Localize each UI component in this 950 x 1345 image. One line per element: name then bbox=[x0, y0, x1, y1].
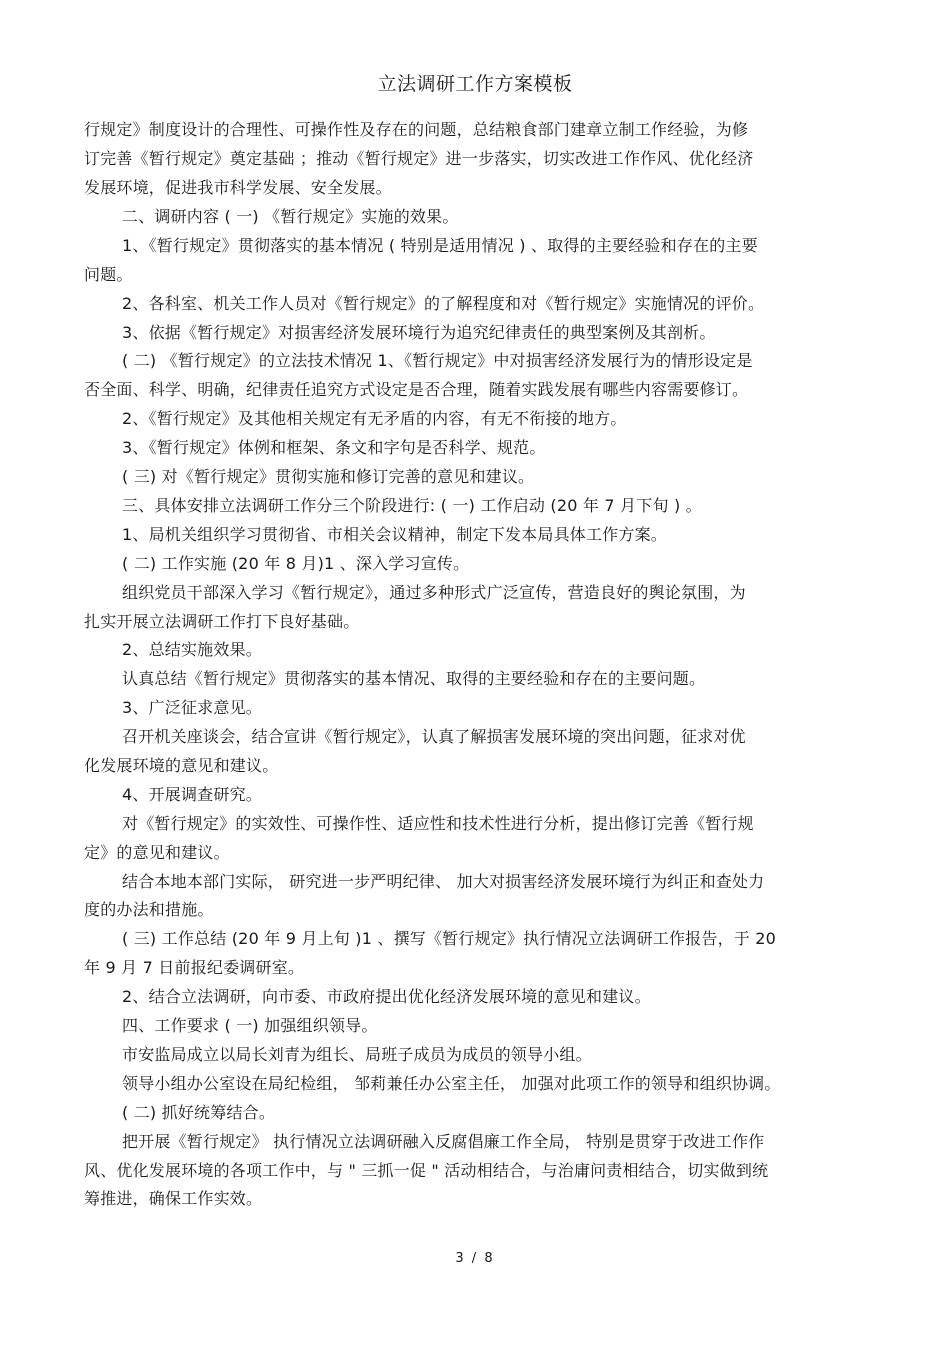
body-line: ( 二) 工作实施 (20 年 8 月)1 、深入学习宣传。 bbox=[122, 554, 470, 573]
body-line: 3、依据《暂行规定》对损害经济发展环境行为追究纪律责任的典型案例及其剖析。 bbox=[122, 323, 716, 342]
body-line: 结合本地本部门实际， 研究进一步严明纪律、 加大对损害经济发展环境行为纠正和查处力 bbox=[122, 872, 765, 891]
body-line: 风、优化发展环境的各项工作中，与 " 三抓一促 " 活动相结合，与治庸问责相结合，切实做到统 bbox=[84, 1161, 769, 1180]
body-line: 否全面、科学、明确，纪律责任追究方式设定是否合理，随着实践发展有哪些内容需要修订。 bbox=[84, 380, 749, 399]
body-line: 把开展《暂行规定》 执行情况立法调研融入反腐倡廉工作全局， 特别是贯穿于改进工作作 bbox=[122, 1132, 765, 1151]
body-line: 三、具体安排立法调研工作分三个阶段进行: ( 一) 工作启动 (20 年 7 月下旬 ) 。 bbox=[122, 496, 702, 515]
body-line: 3、《暂行规定》体例和框架、条文和字句是否科学、规范。 bbox=[122, 438, 546, 457]
body-line: 4、开展调查研究。 bbox=[122, 785, 262, 804]
body-line: 年 9 月 7 日前报纪委调研室。 bbox=[84, 958, 305, 977]
body-line: 发展环境，促进我市科学发展、安全发展。 bbox=[84, 178, 392, 197]
body-line: ( 二) 抓好统筹结合。 bbox=[122, 1103, 276, 1122]
body-line: 1、局机关组织学习贯彻省、市相关会议精神，制定下发本局具体工作方案。 bbox=[122, 525, 667, 544]
body-line: 对《暂行规定》的实效性、可操作性、适应性和技术性进行分析，提出修订完善《暂行规 bbox=[122, 814, 754, 833]
body-line: 组织党员干部深入学习《暂行规定》，通过多种形式广泛宣传，营造良好的舆论氛围，为 bbox=[122, 583, 746, 602]
body-line: 认真总结《暂行规定》贯彻落实的基本情况、取得的主要经验和存在的主要问题。 bbox=[122, 669, 706, 688]
body-line: 2、总结实施效果。 bbox=[122, 640, 262, 659]
body-line: 度的办法和措施。 bbox=[84, 900, 214, 919]
body-line: 2、结合立法调研，向市委、市政府提出优化经济发展环境的意见和建议。 bbox=[122, 987, 651, 1006]
body-line: ( 二) 《暂行规定》的立法技术情况 1、《暂行规定》中对损害经济发展行为的情形设定是 bbox=[122, 351, 753, 370]
body-line: 四、工作要求 ( 一) 加强组织领导。 bbox=[122, 1016, 378, 1035]
body-line: 市安监局成立以局长刘青为组长、局班子成员为成员的领导小组。 bbox=[122, 1045, 592, 1064]
body-line: 2、《暂行规定》及其他相关规定有无矛盾的内容，有无不衔接的地方。 bbox=[122, 409, 627, 428]
body-line: 问题。 bbox=[84, 265, 133, 284]
page-title: 立法调研工作方案模板 bbox=[377, 73, 573, 95]
body-line: 行规定》制度设计的合理性、可操作性及存在的问题，总结粮食部门建章立制工作经验，为修 bbox=[84, 120, 749, 139]
body-line: 定》的意见和建议。 bbox=[84, 843, 230, 862]
body-line: 订完善《暂行规定》奠定基础 ；推动《暂行规定》进一步落实，切实改进工作作风、优化经济 bbox=[84, 149, 754, 168]
body-line: ( 三) 对《暂行规定》贯彻实施和修订完善的意见和建议。 bbox=[122, 467, 535, 486]
body-line: 2、各科室、机关工作人员对《暂行规定》的了解程度和对《暂行规定》实施情况的评价。 bbox=[122, 294, 765, 313]
body-line: 召开机关座谈会，结合宣讲《暂行规定》，认真了解损害发展环境的突出问题，征求对优 bbox=[122, 727, 746, 746]
body-line: 筹推进，确保工作实效。 bbox=[84, 1189, 263, 1208]
body-line: 3、广泛征求意见。 bbox=[122, 698, 262, 717]
body-line: 二、调研内容 ( 一) 《暂行规定》实施的效果。 bbox=[122, 207, 459, 226]
body-line: 领导小组办公室设在局纪检组， 邹莉兼任办公室主任， 加强对此项工作的领导和组织协调。 bbox=[122, 1074, 781, 1093]
body-line: 化发展环境的意见和建议。 bbox=[84, 756, 279, 775]
body-line: 1、《暂行规定》贯彻落实的基本情况 ( 特别是适用情况 ) 、取得的主要经验和存在的主要 bbox=[122, 236, 758, 255]
page-number: 3 / 8 bbox=[455, 1251, 495, 1266]
body-line: 扎实开展立法调研工作打下良好基础。 bbox=[84, 612, 360, 631]
body-line: ( 三) 工作总结 (20 年 9 月上旬 )1 、撰写《暂行规定》执行情况立法调研工作报告，于 20 bbox=[122, 929, 777, 948]
